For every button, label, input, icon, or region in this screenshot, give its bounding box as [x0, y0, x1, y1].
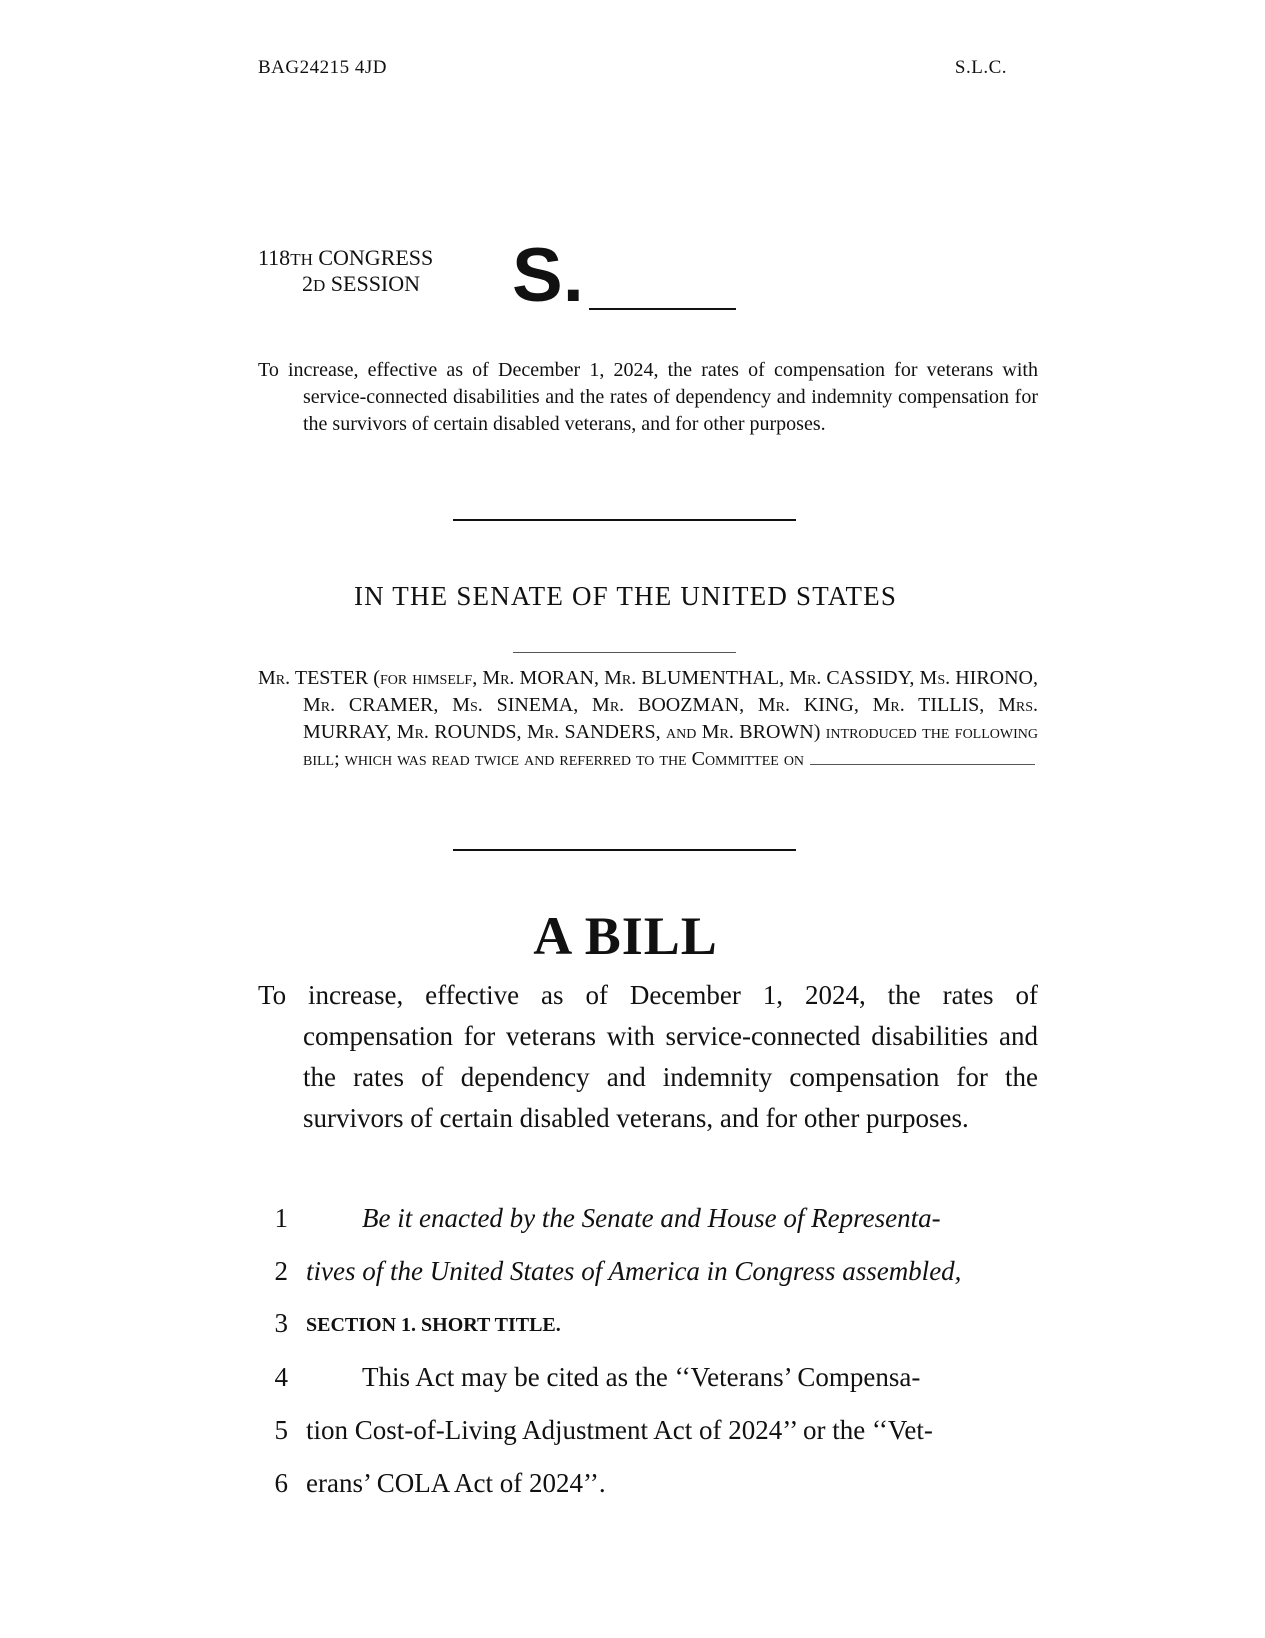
line-number: 1 [274, 1203, 288, 1233]
congress-number: 118 [258, 245, 291, 270]
session-word: SESSION [325, 271, 421, 296]
committee-blank [810, 764, 1035, 765]
bill-number-blank [589, 308, 736, 310]
chamber-heading: IN THE SENATE OF THE UNITED STATES [353, 581, 898, 611]
sponsors-text: Mr. TESTER (for himself, Mr. MORAN, Mr. BLUMENTHAL, Mr. CASSIDY, Ms. HIRONO, Mr. CRAMER, Ms. SINEMA, Mr. BOOZMAN, Mr. KING, Mr. TILLIS, Mrs. MURRAY, Mr. ROUNDS, Mr. SANDERS, and Mr. BROWN) introduced the following bill; which was read twice and referred to the Committee on [258, 667, 1038, 770]
congress-label [258, 245, 433, 273]
bill-title: A BILL [533, 906, 718, 966]
line-number: 4 [274, 1362, 288, 1392]
divider-thin [513, 652, 736, 653]
bill-prefix: S. [512, 233, 584, 318]
section-heading: SECTION 1. SHORT TITLE. [306, 1314, 561, 1336]
enacting-clause-line: tives of the United States of America in Congress assembled, [306, 1256, 962, 1286]
enacting-clause-line: Be it enacted by the Senate and House of Representa- [362, 1203, 941, 1233]
body-line: erans’ COLA Act of 2024’’. [306, 1468, 606, 1498]
session-label [302, 271, 420, 299]
line-number: 5 [274, 1415, 288, 1445]
line-number: 6 [274, 1468, 288, 1498]
body-line: tion Cost-of-Living Adjustment Act of 2024’’ or the ‘‘Vet- [306, 1415, 933, 1445]
long-title: To increase, effective as of December 1, 2024, the rates of compensation for veterans with service-connected disabilities and the rates of dependency and indemnity compensation for the survivors of certain disabled veterans, and for other purposes. [258, 980, 1038, 1133]
short-description: To increase, effective as of December 1, 2024, the rates of compensation for veterans with service-connected disabilities and the rates of dependency and indemnity compensation for the survivors of certain disabled veterans, and for other purposes. [258, 359, 1038, 435]
document-code: BAG24215 4JD [258, 57, 387, 78]
congress-word: CONGRESS [312, 245, 434, 270]
slc-marker: S.L.C. [954, 57, 1007, 78]
line-number: 3 [274, 1308, 288, 1338]
session-ordinal: D [313, 276, 326, 295]
sponsors-paragraph [258, 665, 1038, 773]
line-number: 2 [274, 1256, 288, 1286]
congress-ordinal: TH [290, 250, 313, 269]
body-line: This Act may be cited as the ‘‘Veterans’ Compensa- [362, 1362, 921, 1392]
session-number: 2 [302, 271, 313, 296]
divider-bottom [453, 849, 796, 851]
divider-top [453, 519, 796, 521]
